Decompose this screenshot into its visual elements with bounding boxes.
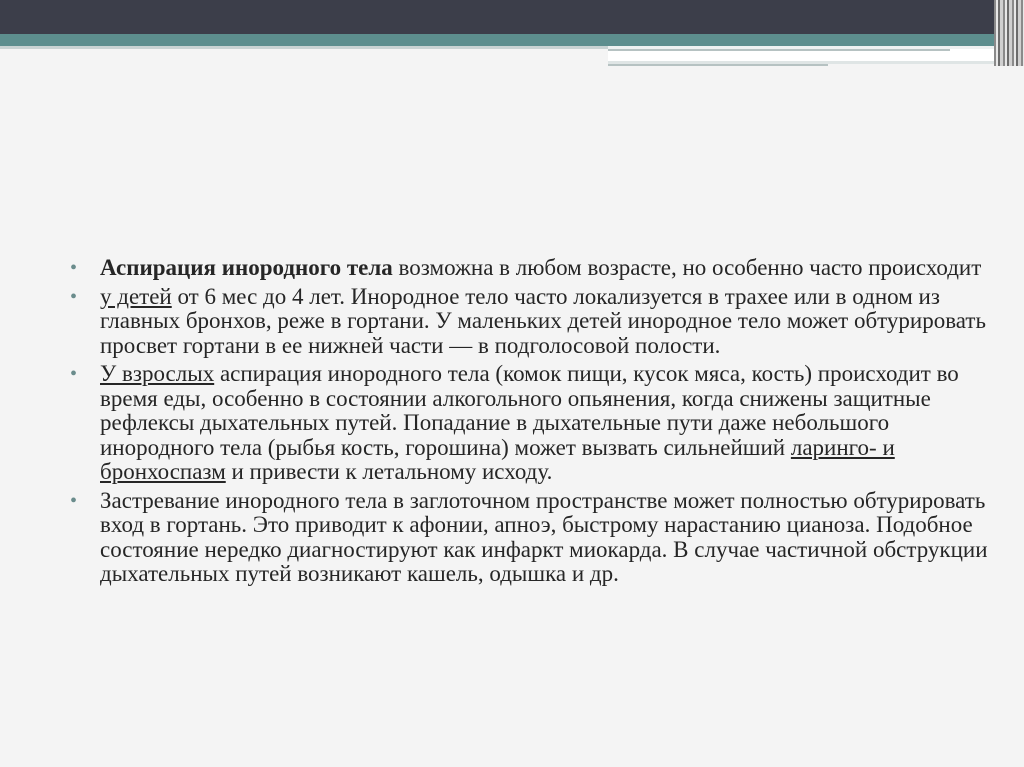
bullet-item <box>70 362 990 485</box>
bullet-item <box>70 285 990 359</box>
bullet-text: Застревание инородного тела в заглоточном пространстве может полностью обтурировать вход в гортань. Это приводит к афонии, апноэ, быстрому нарастанию цианоза. Подобное состояние нередко диагностируют как инфаркт миокарда. В случае частичной обструкции дыхательных путей возникают кашель, одышка и др. <box>100 487 988 586</box>
slide-body <box>70 256 990 591</box>
bullet-text: возможна в любом возрасте, но особенно часто происходит <box>392 255 982 280</box>
bullet-list <box>70 256 990 587</box>
header-line <box>608 49 950 51</box>
bullet-text: аспирация инородного тела (комок пищи, кусок мяса, кость) происходит во время еды, особенно в состоянии алкогольного опьянения, когда снижены защитные рефлексы дыхательных путей. Попадание в дыхательные пути даже небольшого инородного тела (рыбья кость, горошина) может вызвать сильнейший <box>100 361 959 460</box>
bullet-text: и привести к летальному исходу. <box>225 459 553 484</box>
header-bar <box>0 0 1024 34</box>
bullet-icon: • <box>70 257 78 279</box>
bullet-item <box>70 256 990 281</box>
decorative-stripes <box>994 0 1024 66</box>
bullet-icon: • <box>70 363 78 385</box>
header-accent-bar <box>0 34 1024 46</box>
bullet-icon: • <box>70 285 78 308</box>
link-laryngospasm[interactable]: ларинго- и бронхоспазм <box>100 434 895 484</box>
bold-term: Аспирация инородного тела <box>100 255 393 280</box>
bullet-item <box>70 489 990 587</box>
link-adults[interactable]: У взрослых <box>100 361 215 386</box>
bullet-icon: • <box>70 489 78 512</box>
header-line <box>608 64 828 66</box>
header-divider-left <box>0 46 612 49</box>
bullet-text: от 6 мес до 4 лет. Инородное тело часто локализуется в трахее или в одном из главных бронхов, реже в гортани. У маленьких детей инородное тело может обтурировать просвет гортани в ее нижней части — в подголосовой полости. <box>100 283 986 358</box>
link-children[interactable]: у детей <box>100 283 172 309</box>
